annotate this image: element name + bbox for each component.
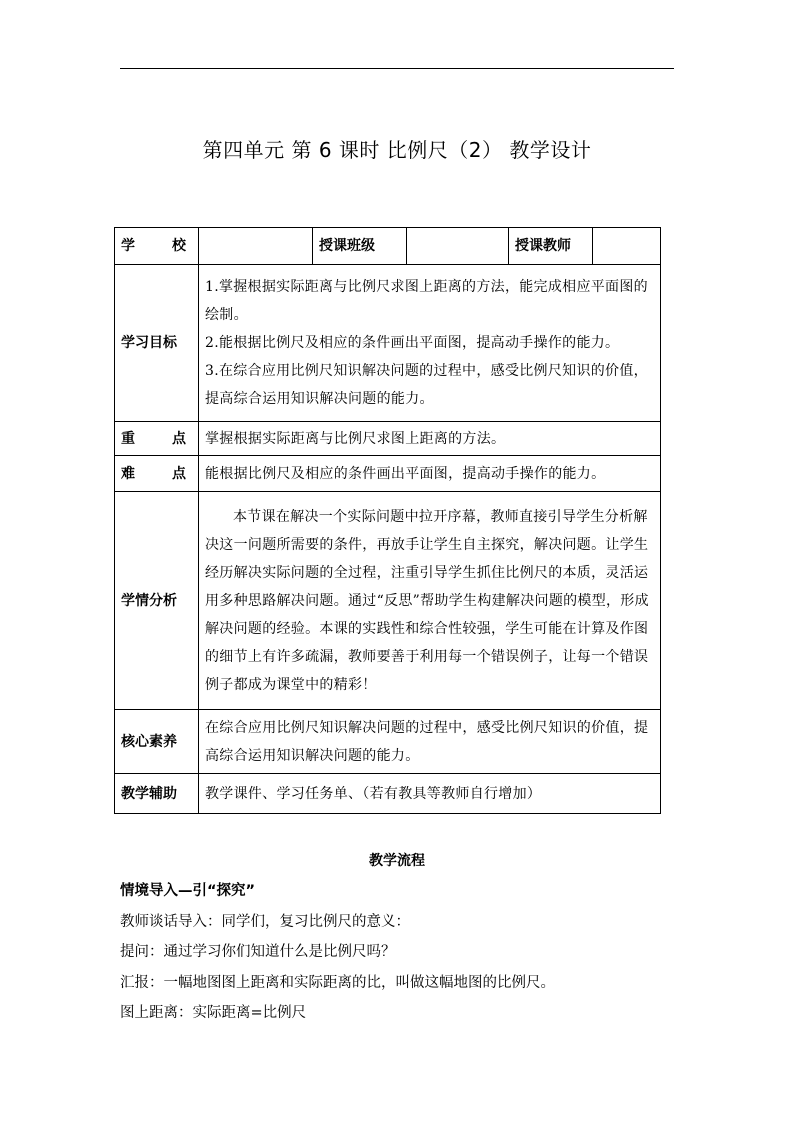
- key-point-content: 掌握根据实际距离与比例尺求图上距离的方法。: [199, 422, 661, 456]
- aids-label: 教学辅助: [115, 774, 199, 814]
- table-row-aids: [115, 774, 661, 814]
- flow-section-heading: 情境导入—引“探究”: [120, 883, 256, 899]
- header-rule: [120, 68, 674, 69]
- aids-content: 教学课件、学习任务单、（若有教具等教师自行增加）: [199, 774, 661, 814]
- school-value: [199, 228, 313, 265]
- class-value: [407, 228, 509, 265]
- table-row-objectives: [115, 265, 661, 422]
- table-row-literacy: [115, 710, 661, 774]
- difficulty-content: 能根据比例尺及相应的条件画出平面图，提高动手操作的能力。: [199, 456, 661, 492]
- table-row-key-point: [115, 422, 661, 456]
- difficulty-label: 难 点: [115, 456, 199, 492]
- literacy-label: 核心素养: [115, 710, 199, 774]
- table-row-analysis: [115, 492, 661, 710]
- flow-line: 提问：通过学习你们知道什么是比例尺吗？: [120, 944, 396, 960]
- objectives-content: [199, 265, 661, 422]
- flow-line: 图上距离：实际距离=比例尺: [120, 1005, 307, 1021]
- analysis-label: 学情分析: [115, 492, 199, 710]
- document-title: 第四单元 第 6 课时 比例尺（2） 教学设计: [202, 138, 592, 162]
- table-row-basic-info: [115, 228, 661, 265]
- flow-line: 汇报：一幅地图图上距离和实际距离的比，叫做这幅地图的比例尺。: [120, 974, 555, 991]
- key-point-label: 重 点: [115, 422, 199, 456]
- objective-item: 2.能根据比例尺及相应的条件画出平面图，提高动手操作的能力。: [205, 335, 620, 351]
- flow-line: 教师谈话导入：同学们，复习比例尺的意义：: [120, 913, 410, 930]
- analysis-text: 本节课在解决一个实际问题中拉开序幕，教师直接引导学生分析解决这一问题所需要的条件，再放手让学生自主探究，解决问题。让学生经历解决实际问题的全过程，注重引导学生抓住比例尺的本质，灵活运用多种思路解决问题。通过“反思”帮助学生构建解决问题的模型，形成解决问题的经验。本课的实践性和综合性较强，学生可能在计算及作图的细节上有许多疏漏，教师要善于利用每一个错误例子，让每一个错误例子都成为课堂中的精彩！: [205, 508, 649, 693]
- class-label: 授课班级: [313, 228, 407, 265]
- lesson-info-table: [114, 227, 661, 814]
- flow-title: 教学流程: [369, 853, 425, 869]
- teacher-value: [593, 228, 661, 265]
- objective-item: 1.掌握根据实际距离与比例尺求图上距离的方法，能完成相应平面图的绘制。: [205, 279, 648, 323]
- table-row-difficulty: [115, 456, 661, 492]
- literacy-content: 在综合应用比例尺知识解决问题的过程中，感受比例尺知识的价值，提高综合运用知识解决问题的能力。: [199, 710, 661, 774]
- teacher-label: 授课教师: [509, 228, 593, 265]
- analysis-content: [199, 492, 661, 710]
- teaching-flow: [120, 876, 680, 1029]
- objectives-label: 学习目标: [115, 265, 199, 422]
- objective-item: 3.在综合应用比例尺知识解决问题的过程中，感受比例尺知识的价值，提高综合运用知识解决问题的能力。: [205, 363, 648, 407]
- school-label: 学 校: [115, 228, 199, 265]
